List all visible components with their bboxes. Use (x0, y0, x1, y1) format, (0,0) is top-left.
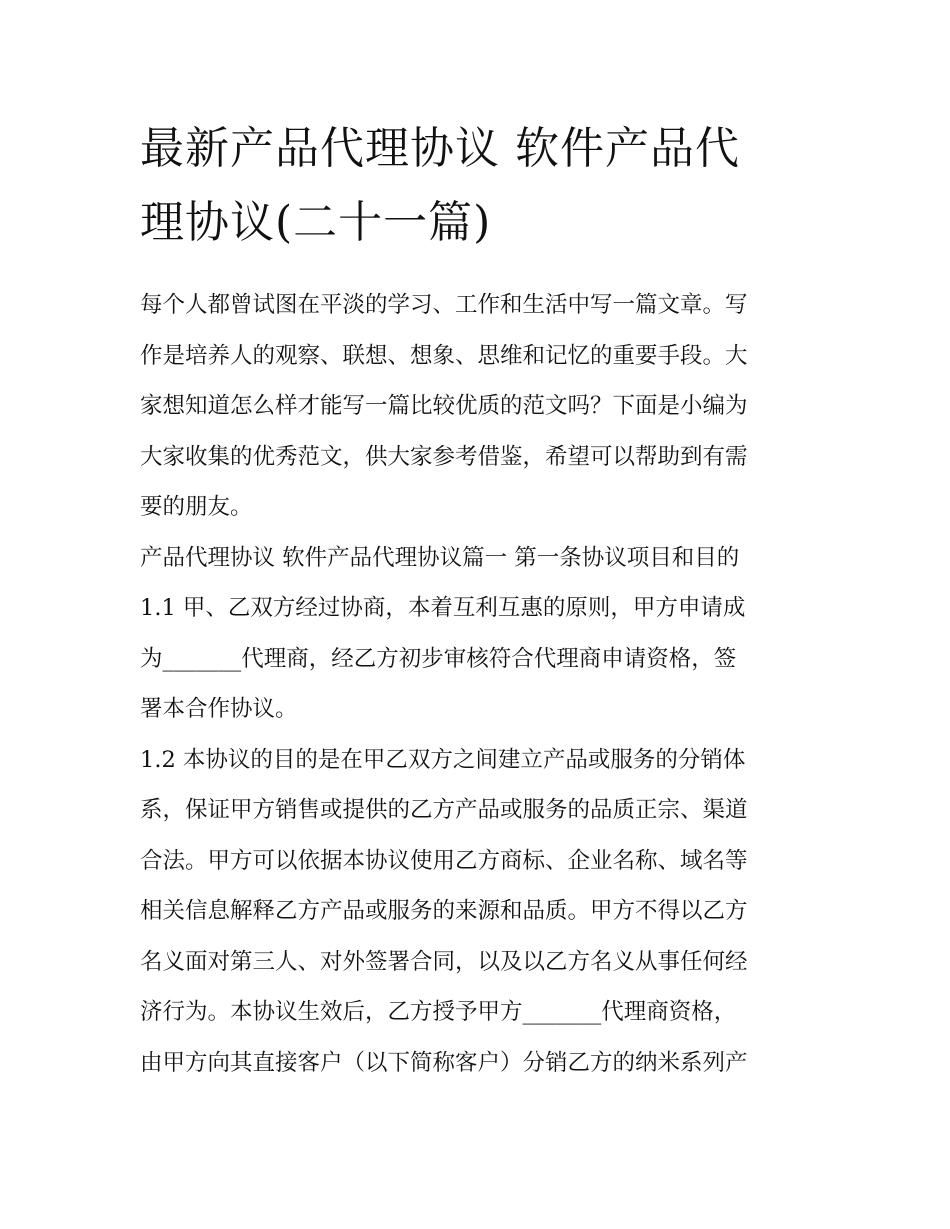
intro-paragraph-line: 家想知道怎么样才能写一篇比较优质的范文吗？下面是小编为 (140, 393, 748, 419)
clause-1-2-line: 济行为。本协议生效后，乙方授予甲方_______代理商资格， (140, 999, 737, 1025)
document-body (140, 280, 830, 1088)
clause-1-1-line: 1.1 甲、乙双方经过协商，本着互利互惠的原则，甲方申请成 (140, 595, 746, 621)
clause-1-2-line: 1.2 本协议的目的是在甲乙双方之间建立产品或服务的分销体 (140, 746, 746, 773)
clause-1-2-line: 名义面对第三人、对外签署合同，以及以乙方名义从事任何经 (140, 948, 748, 975)
clause-1-2-line: 相关信息解释乙方产品或服务的来源和品质。甲方不得以乙方 (140, 898, 748, 924)
clause-1-2-line: 系，保证甲方销售或提供的乙方产品或服务的品质正宗、渠道 (140, 797, 748, 823)
title-line-1: 最新产品代理协议 软件产品代 (140, 123, 740, 174)
title-line-2: 理协议(二十一篇) (140, 197, 492, 248)
clause-1-2-line: 合法。甲方可以依据本协议使用乙方商标、企业名称、域名等 (140, 847, 748, 874)
intro-paragraph-line: 大家收集的优秀范文，供大家参考借鉴，希望可以帮助到有需 (140, 443, 748, 470)
section-heading: 产品代理协议 软件产品代理协议篇一 第一条协议项目和目的 (140, 544, 740, 571)
intro-paragraph-line: 作是培养人的观察、联想、想象、思维和记忆的重要手段。大 (140, 342, 748, 369)
clause-1-2-line: 由甲方向其直接客户（以下简称客户）分销乙方的纳米系列产 (140, 1049, 748, 1076)
document-title (140, 112, 820, 260)
clause-1-1-line: 署本合作协议。 (140, 696, 298, 722)
intro-paragraph-line: 要的朋友。 (140, 494, 253, 520)
intro-paragraph-line: 每个人都曾试图在平淡的学习、工作和生活中写一篇文章。写 (140, 292, 748, 318)
clause-1-1-line: 为_______代理商，经乙方初步审核符合代理商申请资格，签 (140, 645, 737, 672)
